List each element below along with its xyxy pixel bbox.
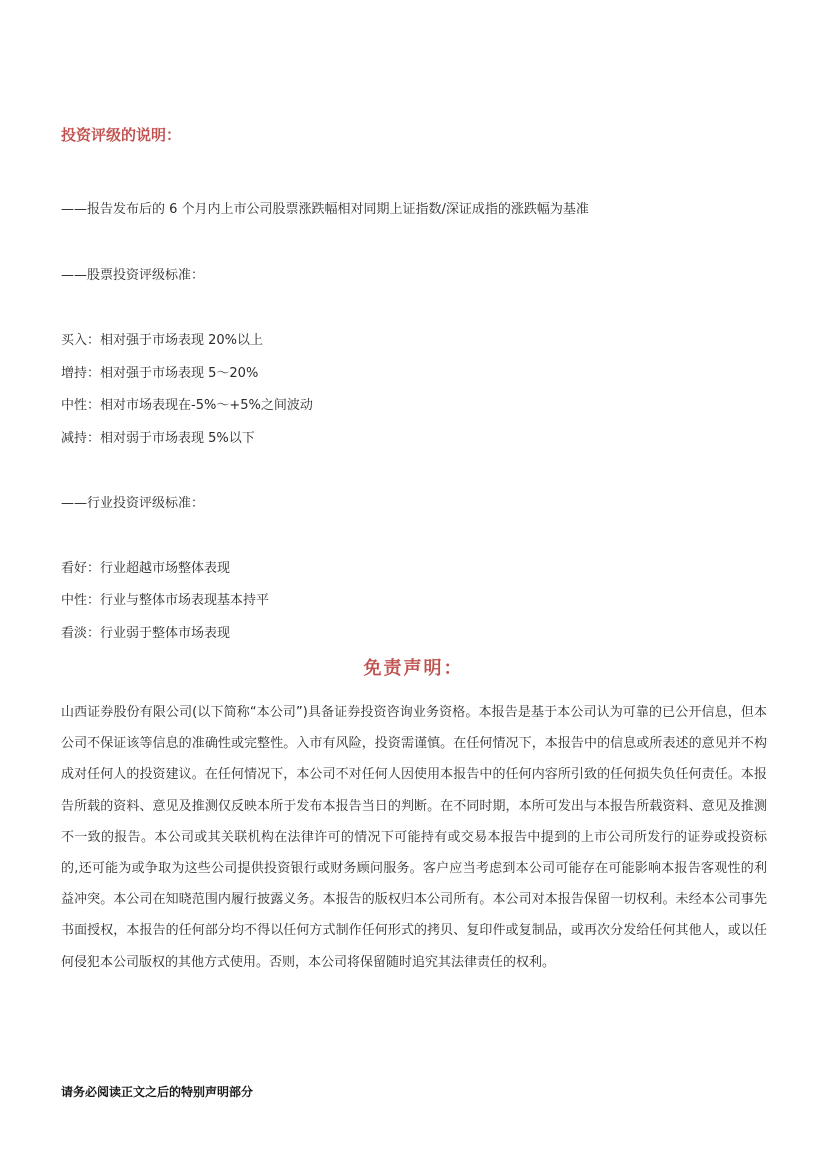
stock-rating-overweight: 增持：相对强于市场表现 5～20% — [61, 366, 259, 381]
stock-rating-buy: 买入：相对强于市场表现 20%以上 — [61, 333, 264, 348]
industry-rating-negative: 看淡：行业弱于整体市场表现 — [61, 626, 231, 641]
footer-note: 请务必阅读正文之后的特别声明部分 — [61, 1085, 254, 1099]
stock-rating-heading: ——股票投资评级标准： — [61, 268, 205, 283]
disclaimer-body: 山西证券股份有限公司(以下简称“本公司”)具备证券投资咨询业务资格。本报告是基于本公司认为可靠的已公开信息，但本公司不保证该等信息的准确性或完整性。入市有风险，投资需谨慎。在任何情况下，本报告中的信息或所表述的意见并不构成对任何人的投资建议。在任何情况下，本公司不对任何人因使用本报告中的任何内容所引致的任何损失负任何责任。本报告所载的资料、意见及推测仅反映本所于发布本报告当日的判断。在不同时期，本所可发出与本报告所载资料、意见及推测不一致的报告。本公司或其关联机构在法律许可的情况下可能持有或交易本报告中提到的上市公司所发行的证券或投资标的,还可能为或争取为这些公司提供投资银行或财务顾问服务。客户应当考虑到本公司可能存在可能影响本报告客观性的利益冲突。本公司在知晓范围内履行披露义务。本报告的版权归本公司所有。本公司对本报告保留一切权利。未经本公司事先书面授权，本报告的任何部分均不得以任何方式制作任何形式的拷贝、复印件或复制品，或再次分发给任何其他人，或以任何侵犯本公司版权的其他方式使用。否则，本公司将保留随时追究其法律责任的权利。 — [61, 705, 767, 970]
rating-section-title: 投资评级的说明： — [61, 126, 182, 144]
disclaimer-title: 免责声明： — [363, 658, 464, 679]
stock-rating-underweight: 减持：相对弱于市场表现 5%以下 — [61, 431, 255, 446]
stock-rating-neutral: 中性：相对市场表现在-5%～+5%之间波动 — [61, 398, 313, 413]
industry-rating-neutral: 中性：行业与整体市场表现基本持平 — [61, 593, 270, 608]
industry-rating-positive: 看好：行业超越市场整体表现 — [61, 561, 231, 576]
industry-rating-heading: ——行业投资评级标准： — [61, 496, 205, 511]
rating-basis-text: ——报告发布后的 6 个月内上市公司股票涨跌幅相对同期上证指数/深证成指的涨跌幅为基准 — [61, 202, 589, 217]
